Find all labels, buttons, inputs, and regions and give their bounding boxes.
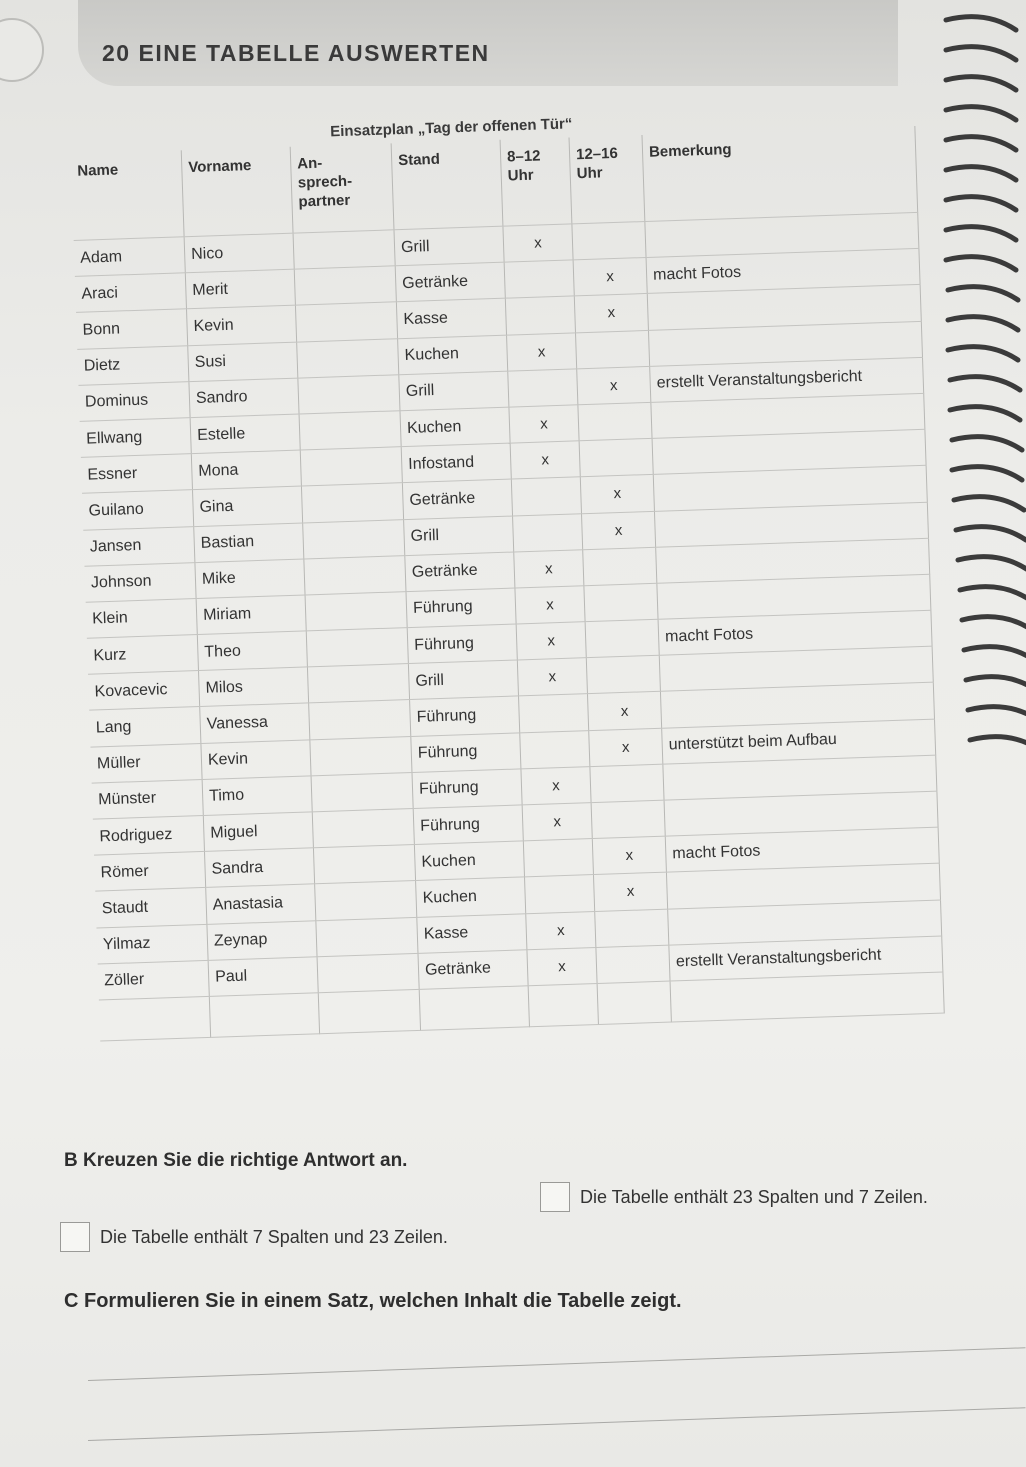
cell-ansprechpartner [295,302,397,342]
cell-time-2: x [593,873,667,912]
page-tab-circle [0,18,44,82]
cell-name: Münster [92,779,204,819]
cell-time-1 [511,477,581,515]
cell-time-1 [505,296,575,334]
section-heading: EINE TABELLE AUSWERTEN [138,40,490,66]
cell-name: Klein [86,598,198,638]
cell-name: Römer [94,852,206,892]
cell-stand: Kuchen [400,407,510,447]
cell-time-2: x [577,366,651,405]
cell-bemerkung: erstellt Veranstaltungsbericht [669,936,943,981]
option-2-checkbox[interactable] [540,1182,570,1212]
cell-stand: Getränke [418,950,528,990]
cell-vorname: Mike [195,559,305,599]
cell-stand: Kuchen [414,841,524,881]
cell-time-1 [523,839,593,877]
section-number: 20 [102,40,131,66]
cell-time-1: x [526,911,596,949]
task-c-prompt: C Formulieren Sie in einem Satz, welchen Inhalt die Tabelle zeigt. [64,1290,682,1312]
cell-time-1: x [522,803,592,841]
task-b-prompt: B Kreuzen Sie die richtige Antwort an. [64,1150,408,1171]
cell-vorname: Mona [191,450,301,490]
cell-time-2: x [573,258,647,297]
cell-ansprechpartner [312,808,414,848]
cell-name: Zöller [98,960,210,1000]
table-caption: Einsatzplan „Tag der offenen Tür“ [329,115,573,141]
cell-time-1: x [510,441,580,479]
cell-empty [670,972,944,1022]
cell-stand: Führung [410,696,520,736]
cell-name: Araci [75,273,187,313]
cell-time-2 [584,583,658,622]
cell-time-1: x [507,332,577,370]
cell-bemerkung: macht Fotos [665,827,939,872]
cell-time-1 [513,513,583,551]
cell-time-1: x [521,766,591,804]
cell-vorname: Zeynap [207,920,317,960]
einsatzplan-table [71,126,945,1041]
cell-vorname: Miriam [196,595,306,635]
cell-time-1 [525,875,595,913]
cell-bemerkung: unterstützt beim Aufbau [662,719,936,764]
cell-empty [419,986,529,1031]
cell-time-2 [595,909,669,948]
cell-name: Staudt [95,888,207,928]
cell-stand: Getränke [402,479,512,519]
header-time-1: 8–12 Uhr [500,137,572,226]
cell-vorname: Merit [185,269,295,309]
cell-vorname: Milos [199,667,309,707]
cell-ansprechpartner [293,230,395,270]
cell-name: Müller [90,743,202,783]
cell-ansprechpartner [309,700,411,740]
header-ansprechpartner: An- sprech- partner [290,143,394,233]
cell-time-1: x [515,586,585,624]
cell-time-1: x [509,405,579,443]
cell-time-2 [572,221,646,260]
cell-ansprechpartner [301,483,403,523]
cell-name: Dietz [77,345,189,385]
cell-empty [528,983,598,1026]
cell-stand: Führung [413,805,523,845]
task-b-option-1[interactable] [60,1222,448,1252]
cell-stand: Kasse [396,299,506,339]
cell-time-2 [583,547,657,586]
cell-name: Guilano [82,490,194,530]
cell-ansprechpartner [297,338,399,378]
cell-vorname: Gina [193,486,303,526]
cell-time-1 [520,730,590,768]
cell-name: Yilmaz [96,924,208,964]
cell-name: Adam [74,237,186,277]
answer-line-1[interactable] [88,1347,1025,1381]
cell-time-2 [585,619,659,658]
cell-time-2: x [587,692,661,731]
cell-ansprechpartner [307,664,409,704]
cell-stand: Grill [404,516,514,556]
option-1-label: Die Tabelle enthält 7 Spalten und 23 Zeilen. [100,1226,448,1247]
cell-time-2: x [581,511,655,550]
cell-time-2: x [592,836,666,875]
section-title [102,40,490,67]
cell-time-1: x [527,947,597,985]
cell-name: Jansen [83,526,195,566]
cell-ansprechpartner [300,447,402,487]
cell-stand: Infostand [401,443,511,483]
einsatzplan-table-area [70,100,1003,1139]
cell-stand: Kasse [417,913,527,953]
cell-vorname: Miguel [203,812,313,852]
cell-time-1: x [517,658,587,696]
cell-time-2: x [574,294,648,333]
cell-ansprechpartner [294,266,396,306]
cell-vorname: Bastian [194,523,304,563]
option-1-checkbox[interactable] [60,1222,90,1252]
cell-time-2: x [589,728,663,767]
cell-vorname: Vanessa [200,703,310,743]
cell-vorname: Estelle [190,414,300,454]
cell-vorname: Anastasia [206,884,316,924]
cell-vorname: Sandro [189,378,299,418]
cell-name: Johnson [84,562,196,602]
cell-stand: Führung [406,588,516,628]
cell-bemerkung: macht Fotos [646,249,920,294]
cell-time-1: x [503,224,573,262]
cell-name: Kovacevic [88,671,200,711]
cell-empty [99,996,211,1041]
cell-name: Kurz [87,635,199,675]
cell-time-2 [586,656,660,695]
cell-stand: Kuchen [398,335,508,375]
cell-time-2: x [580,475,654,514]
cell-time-1: x [516,622,586,660]
cell-ansprechpartner [313,845,415,885]
cell-time-2 [579,438,653,477]
header-stand: Stand [391,140,503,230]
cell-stand: Grill [399,371,509,411]
cell-ansprechpartner [316,917,418,957]
header-time-2: 12–16 Uhr [569,135,645,224]
cell-vorname: Nico [184,233,294,273]
cell-ansprechpartner [306,628,408,668]
table-body [74,212,945,1040]
cell-name: Bonn [76,309,188,349]
task-b-option-2[interactable] [540,1182,928,1212]
answer-line-2[interactable] [88,1407,1025,1441]
cell-empty [597,981,671,1024]
cell-vorname: Susi [188,342,298,382]
cell-ansprechpartner [304,555,406,595]
cell-ansprechpartner [299,411,401,451]
cell-time-1 [508,369,578,407]
cell-stand: Führung [407,624,517,664]
cell-stand: Getränke [405,552,515,592]
cell-vorname: Timo [202,776,312,816]
cell-bemerkung: erstellt Veranstaltungsbericht [650,357,924,402]
cell-stand: Kuchen [416,877,526,917]
cell-time-1 [519,694,589,732]
header-name: Name [71,150,184,240]
cell-time-2 [596,945,670,984]
cell-name: Essner [81,454,193,494]
cell-vorname: Kevin [187,305,297,345]
cell-ansprechpartner [317,953,419,993]
cell-ansprechpartner [311,772,413,812]
cell-stand: Führung [412,769,522,809]
header-bemerkung: Bemerkung [642,126,918,222]
header-vorname: Vorname [181,147,293,237]
option-2-label: Die Tabelle enthält 23 Spalten und 7 Zeilen. [580,1186,928,1207]
cell-ansprechpartner [310,736,412,776]
cell-ansprechpartner [303,519,405,559]
cell-name: Dominus [78,381,190,421]
cell-vorname: Sandra [204,848,314,888]
cell-bemerkung: macht Fotos [658,610,932,655]
cell-time-1 [504,260,574,298]
cell-empty [318,989,420,1033]
cell-stand: Grill [408,660,518,700]
cell-vorname: Paul [208,957,318,997]
cell-vorname: Theo [197,631,307,671]
cell-time-2 [578,402,652,441]
cell-empty [209,993,319,1038]
cell-name: Rodriguez [93,815,205,855]
cell-stand: Getränke [395,262,505,302]
cell-ansprechpartner [305,591,407,631]
cell-ansprechpartner [315,881,417,921]
cell-time-2 [575,330,649,369]
cell-stand: Grill [394,226,504,266]
cell-vorname: Kevin [201,740,311,780]
cell-time-2 [591,800,665,839]
cell-time-2 [590,764,664,803]
cell-ansprechpartner [298,374,400,414]
cell-name: Lang [89,707,201,747]
cell-time-1: x [514,549,584,587]
cell-stand: Führung [411,733,521,773]
cell-name: Ellwang [80,418,192,458]
